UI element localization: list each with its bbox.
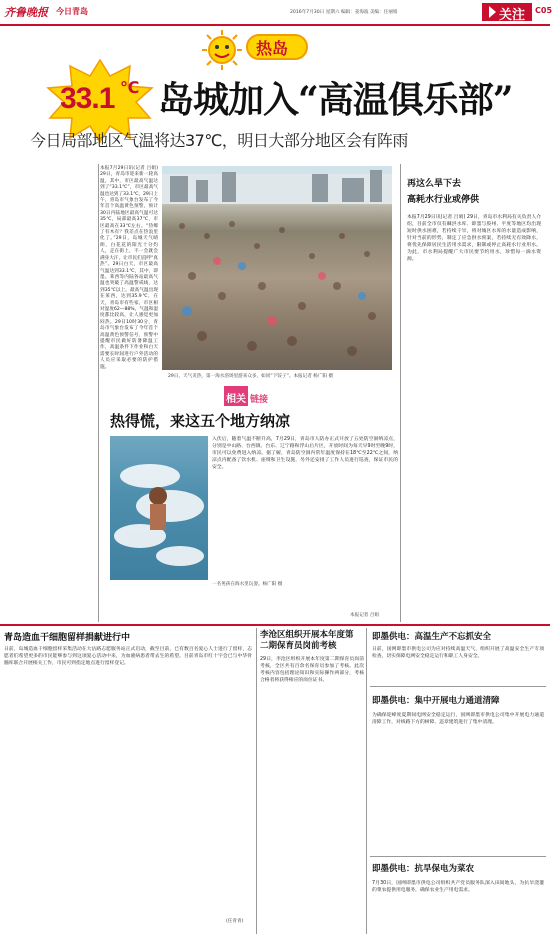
stem-cell-text: 日前，岛城造血干细胞留样采集活动在大沽路志愿服务站正式启动，截至目前，已有数百名爱心人士进行了留样，志愿者们希望更多的市民能够参与到这项爱心活动中来，为血液病患者带去生的希望。目前青岛市红十字会已与中华骨髓库联合开展相关工作，市民可到指定地点进行留样登记。 (4, 647, 252, 666)
beach-crowd-photo (162, 166, 392, 370)
lead-article-text: 本报7月29日讯(记者 吕娟) 29日，青岛市迎来新一轮高温，其中，市区最高气温达到了“33.1℃”，市区最高气温也达到了33.1℃，29日上午，青岛市气象台发布了今年首个高温黄色预警，预计30日内陆地区最高气温可达35℃，局部最高37℃，市区最高在33℃左右。“热爆了有木有？我差点在热浪里化了。”29日，岛城天气晴朗，白花花的阳光十分灼人，走在街上，不一会就会满身大汗，让市民们直呼“真热”。29日白天，市区最高气温达到33.1℃，其中，即墨、莱西等内陆各站最高气温也突破了高温警戒线，达到35℃以上。最高气温出现在莱西，达到35.9℃，在天，青岛市有些家，市区相对湿度62—88%，气温和湿度都比较高，让人感觉更加闷热。29日10时30分，青岛市气象台发布了今年首个高温黄色预警信号，预警中提醒市民做好防暑降温工作，高温条件下作业和白天需要长时间进行户外活动的人员应采取必要的防护措施。 (100, 166, 158, 370)
brief-2-title: 即墨供电：集中开展电力通道清障 (372, 696, 500, 706)
brief-2-text: 为确保迎峰度夏期间电网安全稳定运行，国网即墨市供电公司集中开展电力通道清障工作，对线路下方的树障、违章建筑进行了集中清理。 (372, 713, 544, 725)
hot-spots-text: 入伏后，随着气温不断升高，7月29日，青岛市人防办正式开放了五处防空洞纳凉点，分别是中山路、台西镇、台东、辽宁路和浮山后片区，开放时间为每天早9时至晚9时，市民可以免费进入纳凉。据了解，青岛防空洞内常年温度保持在18℃至22℃之间，纳凉点内配备了饮水机、座椅和卫生设施，另外还安排了工作人员进行巡查，保证市民的安全。 (212, 437, 398, 470)
photo1-caption: 29日，天气炎热，第一海水浴场里游来众多，如同“下饺子”。本报记者 杨广阳 摄 (168, 374, 334, 379)
page-number: C05 (535, 6, 552, 15)
paper-logo: 齐鲁晚报 (4, 6, 48, 19)
crowd-illustration (162, 166, 392, 370)
related-link-tag: 相关 (226, 394, 246, 405)
side-article-title: 高耗水行业或停供 (407, 195, 480, 205)
licang-text: 29日，李沧区组织开展本年度第二期保育员岗前考核，全区共有百余名保育员参加了考核。此次考核内容包括理论知识和实际操作两部分，考核合格者将获得相应的岗位证书。 (260, 657, 364, 683)
section-arrow-icon (489, 6, 496, 18)
hot-spots-title: 热得慌，来这五个地方纳凉 (110, 412, 291, 430)
heat-island-label: 热岛 (256, 39, 289, 58)
related-link-suffix: 链接 (250, 395, 269, 405)
hot-spots-credit: 本报记者 吕娟 (350, 613, 380, 618)
column-divider-right (400, 164, 401, 622)
brief-1-title: 即墨供电：高温生产不忘抓安全 (372, 632, 492, 642)
side-article-text: 本报7月29日讯(记者 吕娟) 29日，青岛市水利局有关负责人介绍，目前全市仅有棘洪水库、即墨与胶州、平度等地区均出现短时供水困难，若持续干旱，将对城区水库的水量造成影响，针对当前的形势，制定了应急供水预案，若持续无有效降水，将优先保障居民生活用水需求，限制或停止高耗水行业用水。为此，市水利局提醒广大市民要节约用水，珍惜每一滴水资源。 (407, 215, 541, 262)
sun-icon (200, 30, 244, 70)
section-label: 关注 (499, 8, 526, 23)
masthead (0, 0, 550, 26)
date-line: 2016年7月30日 星期六 编辑：姜海波 美编：任丽娟 (290, 10, 398, 15)
sun-illustration (200, 30, 244, 70)
temperature-value: 33.1 (60, 82, 115, 115)
masthead-rule (0, 24, 550, 26)
brief-divider-1 (370, 686, 546, 687)
brief-divider-2 (370, 856, 546, 857)
column-divider (98, 164, 99, 622)
splash-illustration (110, 436, 208, 580)
brief-3-title: 即墨供电：抗旱保电为菜农 (372, 864, 475, 874)
side-article-kicker: 再这么旱下去 (407, 179, 462, 189)
bottom-section-rule (0, 624, 550, 626)
temperature-unit: ℃ (120, 78, 140, 97)
bottom-divider-1 (256, 628, 257, 934)
hot-spots-photo-caption: 一名男孩在海水里玩耍。杨广阳 摄 (212, 582, 283, 587)
stem-cell-credit: (任青青) (226, 919, 244, 924)
brief-1-text: 日前，国网即墨市供电公司为应对持续高温天气，组织开展了高温安全生产专项检查，切实保障电网安全稳定运行和职工人身安全。 (372, 647, 544, 659)
brief-3-text: 7月30日，国网即墨市供电公司组织共产党员服务队深入田间地头，为抗旱浇灌的菜农提供用电服务，确保农业生产用电需求。 (372, 881, 544, 893)
licang-title: 李沧区组织开展本年度第二期保育员岗前考核 (260, 630, 354, 651)
bottom-divider-2 (366, 628, 367, 934)
main-headline: 岛城加入“高温俱乐部” (158, 79, 513, 121)
boy-swimming-photo (110, 436, 208, 580)
edition-name: 今日青岛 (56, 7, 88, 16)
stem-cell-title: 青岛造血干细胞留样捐献进行中 (4, 633, 131, 643)
sub-headline: 今日局部地区气温将达37℃，明日大部分地区会有阵雨 (30, 131, 408, 150)
